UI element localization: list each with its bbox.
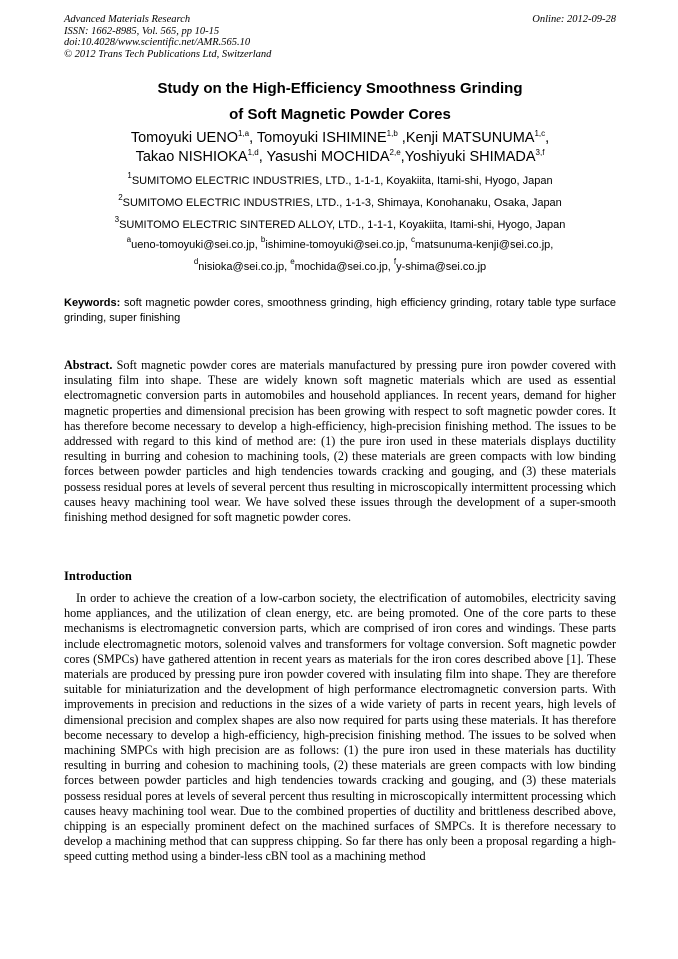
affiliation-2 <box>40 193 640 209</box>
email-sup: e <box>290 257 295 266</box>
abstract <box>64 358 616 525</box>
email-link[interactable]: y-shima@sei.co.jp <box>396 261 487 273</box>
author-name: Takao NISHIOKA <box>135 149 248 165</box>
author-name: Yasushi MOCHIDA <box>266 149 390 165</box>
keywords <box>64 296 616 326</box>
author-sup: 3,f <box>535 148 545 157</box>
email-sup: f <box>393 257 397 266</box>
author-name: Tomoyuki ISHIMINE <box>256 130 387 146</box>
email-link[interactable]: ishimine-tomoyuki@sei.co.jp <box>265 239 405 251</box>
introduction-heading: Introduction <box>64 569 132 583</box>
affiliation-3 <box>40 215 640 231</box>
email-sup: b <box>260 235 266 244</box>
author-sup: 1,b <box>386 129 398 138</box>
affiliation-num: 1 <box>127 171 132 180</box>
author-name: Tomoyuki UENO <box>130 130 238 146</box>
email-link[interactable]: ueno-tomoyuki@sei.co.jp <box>131 239 255 251</box>
journal-doi: doi:10.4028/www.scientific.net/AMR.565.10 <box>64 37 251 48</box>
affiliation-text: SUMITOMO ELECTRIC INDUSTRIES, LTD., 1-1-1, Koyakiita, Itami-shi, Hyogo, Japan <box>131 175 553 187</box>
affiliation-text: SUMITOMO ELECTRIC SINTERED ALLOY, LTD., 1-1-1, Koyakiita, Itami-shi, Hyogo, Japan <box>119 219 566 231</box>
affiliation-text: SUMITOMO ELECTRIC INDUSTRIES, LTD., 1-1-3, Shimaya, Konohanaku, Osaka, Japan <box>122 197 562 209</box>
email-sup: d <box>193 257 199 266</box>
keywords-text: soft magnetic powder cores, smoothness grinding, high efficiency grinding, rotary table type surface grinding, super finishing <box>64 297 616 324</box>
journal-header <box>64 14 616 60</box>
author-sup: 2,e <box>389 148 401 157</box>
journal-copyright: © 2012 Trans Tech Publications Ltd, Switzerland <box>64 48 272 60</box>
author-sup: 1,a <box>237 129 250 138</box>
author-name: Kenji MATSUNUMA <box>405 130 535 146</box>
author-sup: 1,d <box>247 148 259 157</box>
email-line-2: $^d$nisioka@sei.co.jp, $^e$mochida@sei.co.jp, $^f$y-shima@sei.co.jp <box>193 257 487 273</box>
paper-title-line-1: Study on the High-Efficiency Smoothness Grinding <box>157 80 523 97</box>
paper-title-line-2: of Soft Magnetic Powder Cores <box>229 106 451 123</box>
email-sup: c <box>411 235 416 244</box>
keywords-label: Keywords: <box>64 297 121 309</box>
affiliation-num: 3 <box>114 215 120 224</box>
email-line-1: $^a$ueno-tomoyuki@sei.co.jp, $^b$ishimine-tomoyuki@sei.co.jp, $^c$matsunuma-kenji@sei.co.jp, <box>126 235 554 251</box>
abstract-label: Abstract. <box>64 358 113 372</box>
author-line-1: Tomoyuki UENO$^{1,a}$, Tomoyuki ISHIMINE$^{1,b}$ ,Kenji MATSUNUMA$^{1,c}$, <box>130 129 550 146</box>
journal-issn: ISSN: 1662-8985, Vol. 565, pp 10-15 <box>64 25 220 37</box>
email-link[interactable]: nisioka@sei.co.jp <box>198 261 285 273</box>
email-link[interactable]: mochida@sei.co.jp <box>294 261 388 273</box>
email-link[interactable]: matsunuma-kenji@sei.co.jp <box>415 239 551 251</box>
email-sup: a <box>126 235 132 244</box>
author-name: Yoshiyuki SHIMADA <box>404 149 536 165</box>
author-sup: 1,c <box>534 129 546 138</box>
affiliation-num: 2 <box>118 193 123 202</box>
author-line-2: Takao NISHIOKA$^{1,d}$, Yasushi MOCHIDA$^{2,e}$,Yoshiyuki SHIMADA$^{3,f}$ <box>135 148 545 165</box>
affiliation-1 <box>40 171 640 187</box>
abstract-text: Soft magnetic powder cores are materials manufactured by pressing pure iron powder covered with insulating film into shape. These are widely known soft magnetic materials which are used as essential electromagnetic conversion parts in automobiles and household appliances. In recent years, demand for higher magnetic properties and dimensional precision has been growing with respect to soft magnetic powder cores. It has therefore become necessary to develop a high-efficiency, high-precision finishing method. The issues to be addressed with regard to this kind of method are: (1) the pure iron used in these materials displays ductility resulting in burring and cohesion to machining tools, (2) these materials are green compacts with low binding forces between powder particles and high tendencies towards cracking and gouging, and (3) these materials possess residual pores at levels of several percent thus resulting in microscopically intermittent processing which causes heavy machining tool wear. We have solved these issues through the development of a super-smooth finishing method designed for soft magnetic powder cores. <box>64 358 617 525</box>
journal-name: Advanced Materials Research <box>64 14 191 25</box>
introduction-text: In order to achieve the creation of a low-carbon society, the electrification of automobiles, electricity saving home appliances, and the utilization of clean energy, etc. are being promoted. One of the core parts to these mechanisms is electromagnetic conversion parts, which are comprised of iron cores and windings. These parts include electromagnetic motors, solenoid valves and transformers for voltage conversion. Soft magnetic powder cores (SMPCs) have gathered attention in recent years as materials for the iron cores described above [1]. These materials are produced by pressing pure iron powder covered with insulating film into shape. They are therefore suitable for miniaturization and the development of high performance electromagnetic conversion parts. With improvements in precision and reductions in the sizes of a wide variety of parts in recent years, high levels of dimensional precision and complex shapes are also now required for parts using these materials. It has therefore become necessary to develop a high-efficiency, high-precision finishing method. The issues to be solved when machining SMPCs with high precision are as follows: (1) the pure iron used in these materials has ductility resulting in burring and cohesion to machining tools, (2) these materials are green compacts with low binding forces between powder particles and high tendencies towards cracking and gouging, and (3) these materials possess residual pores at levels of several percent thus resulting in microscopically intermittent processing which causes heavy machining tool wear. Due to the combined properties of ductility and brittleness described above, chipping is an especially prominent defect on the machined surfaces of SMPCs. It is therefore necessary to develop a machining method that can suppress chipping. So far there has only been a proposal regarding a high-speed cutting method using a binder-less cBN tool as a machining method <box>64 591 616 864</box>
online-date: Online: 2012-09-28 <box>532 14 616 25</box>
